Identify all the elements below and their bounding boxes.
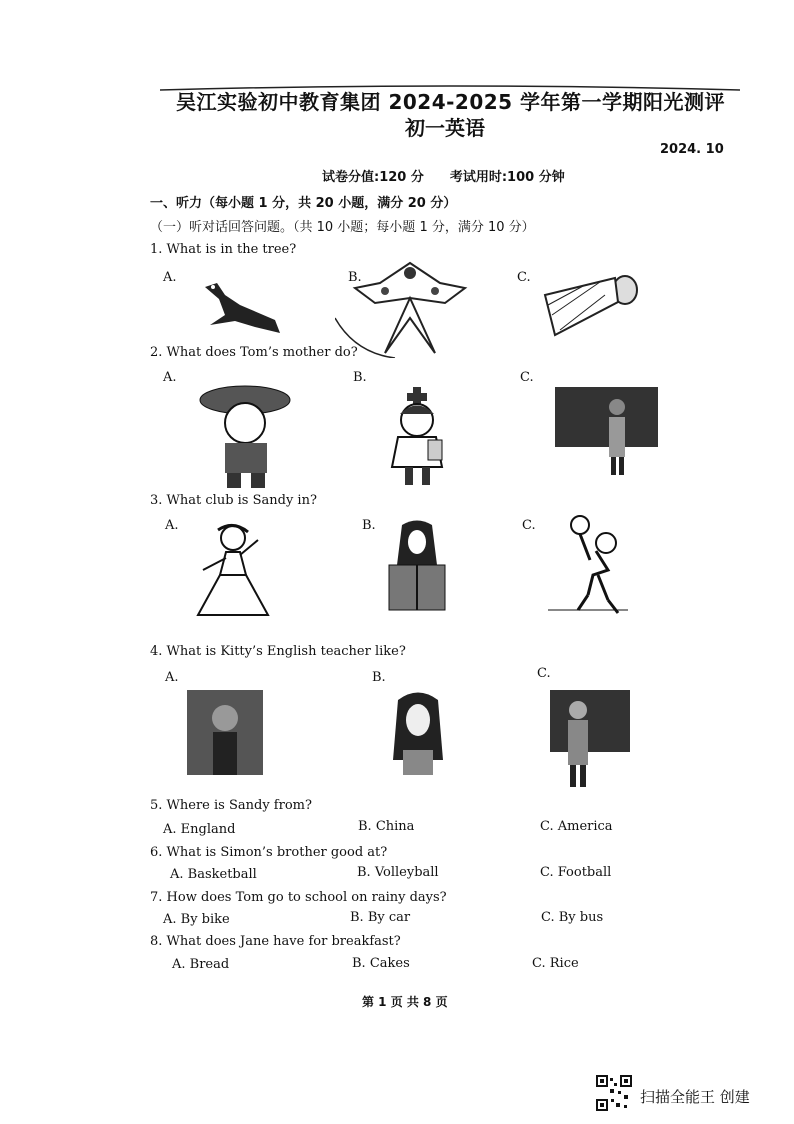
q6-option-c[interactable]: C. Football bbox=[540, 865, 612, 880]
nurse-picture bbox=[370, 382, 460, 487]
q8-option-b[interactable]: B. Cakes bbox=[352, 956, 410, 971]
q6-option-b[interactable]: B. Volleyball bbox=[357, 865, 439, 880]
exam-date: 2024. 10 bbox=[660, 142, 724, 157]
q1-label-a: A. bbox=[163, 270, 177, 285]
teacher-blackboard-picture bbox=[555, 387, 660, 477]
q8-option-a[interactable]: A. Bread bbox=[172, 957, 230, 972]
q5-option-b[interactable]: B. China bbox=[358, 819, 415, 834]
q3-label-a: A. bbox=[165, 518, 179, 533]
question-2: 2. What does Tom’s mother do? bbox=[150, 345, 358, 360]
question-3: 3. What club is Sandy in? bbox=[150, 493, 317, 508]
teacher-glasses-picture bbox=[187, 690, 263, 775]
q2-label-b: B. bbox=[353, 370, 367, 385]
question-1: 1. What is in the tree? bbox=[150, 242, 297, 257]
reader-picture bbox=[387, 520, 447, 615]
q3-label-b: B. bbox=[362, 518, 376, 533]
question-5: 5. Where is Sandy from? bbox=[150, 798, 312, 813]
kite-picture bbox=[335, 258, 485, 358]
q4-label-c: C. bbox=[537, 666, 551, 681]
teacher-board-picture bbox=[550, 690, 630, 788]
question-4: 4. What is Kitty’s English teacher like? bbox=[150, 644, 406, 659]
qr-code-icon bbox=[596, 1075, 632, 1111]
q2-label-a: A. bbox=[163, 370, 177, 385]
exam-subtitle: 初一英语 bbox=[405, 116, 485, 140]
shuttlecock-picture bbox=[540, 270, 640, 340]
q7-option-b[interactable]: B. By car bbox=[350, 910, 411, 925]
q1-label-c: C. bbox=[517, 270, 531, 285]
section-title: 一、听力（每小题 1 分，共 20 小题，满分 20 分） bbox=[150, 196, 457, 211]
page-number: 第 1 页 共 8 页 bbox=[362, 995, 448, 1009]
question-7: 7. How does Tom go to school on rainy days? bbox=[150, 890, 447, 905]
volleyball-player-picture bbox=[548, 515, 633, 615]
q7-option-c[interactable]: C. By bus bbox=[541, 910, 604, 925]
question-8: 8. What does Jane have for breakfast? bbox=[150, 934, 401, 949]
q7-option-a[interactable]: A. By bike bbox=[163, 912, 230, 927]
q5-option-a[interactable]: A. England bbox=[163, 822, 236, 837]
question-6: 6. What is Simon’s brother good at? bbox=[150, 845, 388, 860]
q4-label-b: B. bbox=[372, 670, 386, 685]
subsection-title: （一）听对话回答问题。（共 10 小题；每小题 1 分，满分 10 分） bbox=[150, 220, 535, 235]
q6-option-a[interactable]: A. Basketball bbox=[170, 867, 257, 882]
q1-label-b: B. bbox=[348, 270, 362, 285]
dancer-picture bbox=[188, 520, 273, 622]
bird-picture bbox=[195, 275, 285, 340]
teacher-long-hair-picture bbox=[388, 690, 448, 775]
police-officer-picture bbox=[195, 378, 300, 488]
q2-label-c: C. bbox=[520, 370, 534, 385]
q3-label-c: C. bbox=[522, 518, 536, 533]
q8-option-c[interactable]: C. Rice bbox=[532, 956, 579, 971]
q4-label-a: A. bbox=[165, 670, 179, 685]
exam-title: 吴江实验初中教育集团 2024-2025 学年第一学期阳光测评 bbox=[176, 90, 726, 114]
q5-option-c[interactable]: C. America bbox=[540, 819, 613, 834]
scanner-brand: 扫描全能王 创建 bbox=[640, 1088, 750, 1106]
exam-info: 试卷分值:120 分 考试用时:100 分钟 bbox=[322, 170, 565, 185]
